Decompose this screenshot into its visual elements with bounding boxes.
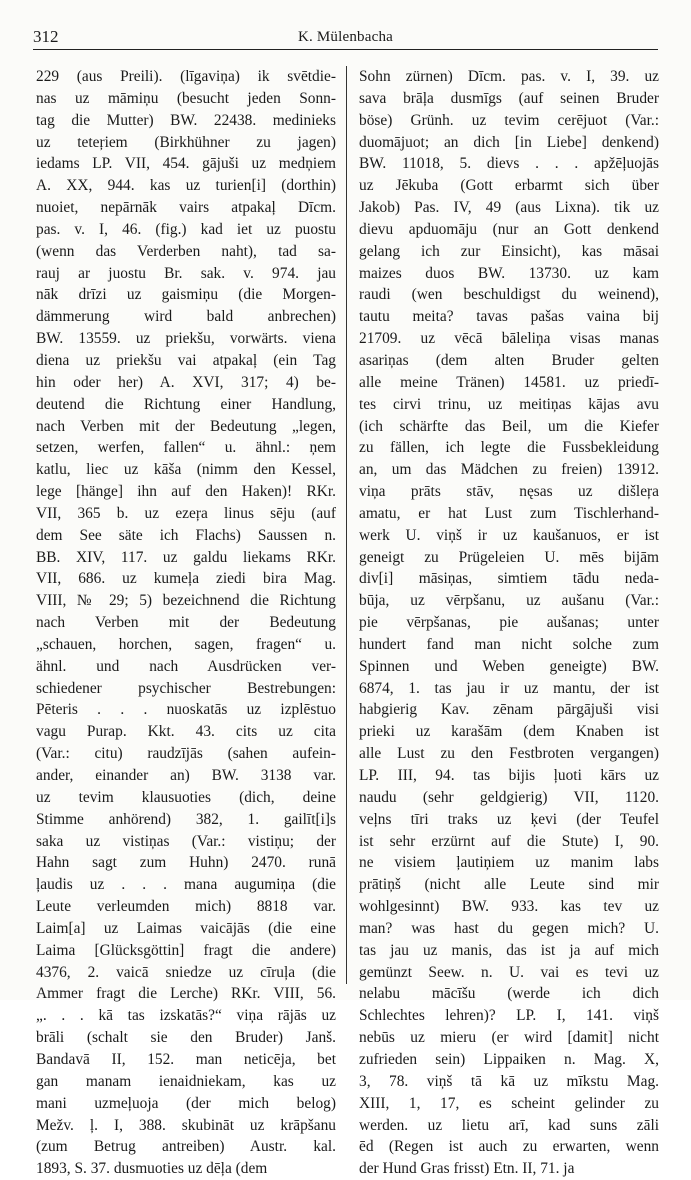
left-column-line: (wenn das Verderben naht), tad sa- <box>36 242 336 260</box>
left-column-line: schiedener psychischer Bestrebungen: <box>36 679 336 697</box>
left-column-line: dem See säte ich Flachs) Saussen n. <box>36 526 336 544</box>
right-column-line: Schlechtes lehren)? LP. I, 141. viņš <box>359 1007 659 1025</box>
right-column-line: XIII, 1, 17, es scheint gelinder zu <box>359 1094 659 1112</box>
right-column-line: ne visiem ļautiņiem uz manim labs <box>359 854 659 872</box>
left-column-line: saka uz vistiņas (Var.: vistiņu; der <box>36 832 336 850</box>
left-column-line: katlu, liec uz kāša (nimm den Kessel, <box>36 461 336 479</box>
right-column-line: an, um das Mädchen zu freien) 13912. <box>359 461 659 479</box>
left-column-line: „. . . kā tas izskatās?“ viņa rājās uz <box>36 1007 336 1025</box>
right-column-line: maizes duos BW. 13730. uz kam <box>359 264 659 282</box>
page-header <box>33 27 658 50</box>
right-column-line: 21709. uz vēcā bāleliņa visas manas <box>359 330 659 348</box>
left-column-line: BW. 13559. uz priekšu, vorwärts. viena <box>36 330 336 348</box>
left-column-line: iedams LP. VII, 454. gājuši uz medņiem <box>36 155 336 173</box>
right-column-line: alle Lust zu den Festbroten vergangen) <box>359 745 659 763</box>
left-column-line: VII, 365 b. uz ezeŗa linus sēju (auf <box>36 504 336 522</box>
right-column-line: Spinnen und Weben geneigte) BW. <box>359 657 659 675</box>
right-column-line: Jakob) Pas. IV, 49 (aus Lixna). tik uz <box>359 199 659 217</box>
left-column-line: nuoiet, nepārnāk vairs atpakaļ Dīcm. <box>36 199 336 217</box>
right-column-line: geneigt zu Prügeleien U. mēs bijām <box>359 548 659 566</box>
left-column-line: hin oder her) A. XVI, 317; 4) be- <box>36 373 336 391</box>
left-column-line: nas uz māmiņu (besucht jeden Sonn- <box>36 89 336 107</box>
left-column-line: dämmerung wird bald anbrechen) <box>36 308 336 326</box>
right-column-line: habgierig Kav. zēnam pārgājuši visi <box>359 701 659 719</box>
right-column-line: (ich schärfte das Beil, um die Kiefer <box>359 417 659 435</box>
left-column <box>36 66 336 1180</box>
left-column-line: BB. XIV, 117. uz galdu liekams RKr. <box>36 548 336 566</box>
right-column-line: sava brāļa dusmīgs (auf seinen Bruder <box>359 89 659 107</box>
left-column-line: (zum Betrug antreiben) Austr. kal. <box>36 1138 336 1156</box>
left-column-line: rauj ar juostu Br. sak. v. 974. jau <box>36 264 336 282</box>
running-head: K. Mülenbacha <box>297 29 394 45</box>
right-column-line: Sohn zürnen) Dīcm. pas. v. I, 39. uz <box>359 68 659 85</box>
right-column-line: naudu (sehr geldgierig) VII, 1120. <box>359 788 659 806</box>
right-column-line: gelang ich zur Einsicht), kas māsai <box>359 242 659 260</box>
right-column <box>359 66 659 1180</box>
left-column-line: A. XX, 944. kas uz turien[i] (dorthin) <box>36 177 336 195</box>
left-column-line: ähnl. und nach Ausdrücken ver- <box>36 657 336 675</box>
right-column-line: duomājuot; an dich [in Liebe] denkend) <box>359 133 659 151</box>
left-column-line: VII, 686. uz kumeļa ziedi bira Mag. <box>36 570 336 588</box>
right-column-line: prātiņš (nicht alle Leute sind mir <box>359 876 659 894</box>
left-column-line: nach Verben mit der Bedeutung „legen, <box>36 417 336 435</box>
left-column-line: 1893, S. 37. dusmuoties uz dēļa (dem <box>36 1160 268 1178</box>
left-column-line: diena uz priekšu vai atpakaļ (ein Tag <box>36 351 336 369</box>
right-column-line: uz Jēkuba (Gott erbarmt sich über <box>359 177 659 195</box>
right-column-line: LP. III, 94. tas bijis ļuoti kārs uz <box>359 767 659 784</box>
right-column-line: tes cirvi trinu, uz meitiņas kājas avu <box>359 395 659 413</box>
right-column-line: tas jau uz manis, das ist ja auf mich <box>359 941 659 959</box>
left-column-line: uz tevim klausuoties (dich, deine <box>36 788 336 806</box>
left-column-line: 4376, 2. vaicā sniedze uz cīruļa (die <box>36 963 336 981</box>
left-column-line: setzen, werfen, fallen“ u. ähnl.: ņem <box>36 439 336 457</box>
text-columns <box>36 66 659 1178</box>
left-column-line: Laim[a] uz Laimas vaicājās (die eine <box>36 919 336 937</box>
left-column-line: nach Verben mit der Bedeutung <box>36 614 336 632</box>
left-column-line: ander, einander an) BW. 3138 var. <box>36 767 336 784</box>
right-column-line: amatu, er hat Lust zum Tischlerhand- <box>359 504 659 522</box>
right-column-line: wohlgesinnt) BW. 933. kas tev uz <box>359 898 659 916</box>
right-column-line: ēd (Regen ist auch zu erwarten, wenn <box>359 1138 659 1156</box>
left-column-line: brāli (schalt sie den Bruder) Janš. <box>36 1029 336 1047</box>
right-column-line: man? was hast du gegen mich? U. <box>359 919 659 937</box>
right-column-line: div[i] māsiņas, simtiem tādu neda- <box>359 570 659 588</box>
right-column-line: pie vērpšanas, pie aušanas; unter <box>359 614 659 632</box>
right-column-line: der Hund Gras frisst) Etn. II, 71. ja <box>359 1160 575 1178</box>
left-column-line: tag die Mutter) BW. 22438. medinieks <box>36 111 336 129</box>
right-column-line: zufrieden sein) Lippaiken n. Mag. X, <box>359 1050 659 1068</box>
page-number: 312 <box>33 27 59 46</box>
right-column-line: 6874, 1. tas jau ir uz mantu, der ist <box>359 679 659 697</box>
left-column-line: uz teteŗiem (Birkhühner zu jagen) <box>36 133 336 151</box>
left-column-line: Hahn sagt zum Huhn) 2470. runā <box>36 854 336 872</box>
right-column-line: werk U. viņš ir uz kaušanuos, er ist <box>359 526 659 544</box>
right-column-line: böse) Grünh. uz tevim cerējuot (Var.: <box>359 111 659 129</box>
right-column-line: BW. 11018, 5. dievs . . . apžēļuojās <box>359 155 659 173</box>
right-column-line: zu fällen, ich legte die Fussbekleidung <box>359 439 659 457</box>
left-column-line: lege [hänge] ihn auf den Haken)! RKr. <box>36 483 336 501</box>
left-column-line: Stimme anhörend) 382, 1. gailīt[i]s <box>36 810 336 828</box>
left-column-line: vagu Purap. Kkt. 43. cits uz cita <box>36 723 336 741</box>
right-column-line: gemünzt Seew. n. U. vai es tevi uz <box>359 963 659 981</box>
left-column-line: (Var.: citu) raudzījās (sahen aufein- <box>36 745 336 763</box>
left-column-line: deutend die Richtung einer Handlung, <box>36 395 336 413</box>
left-column-line: mani uzmeļuoja (der mich belog) <box>36 1094 336 1112</box>
left-column-line: Leute verleumden mich) 8818 var. <box>36 898 336 916</box>
right-column-line: alle meine Tränen) 14581. uz priedī- <box>359 373 659 391</box>
left-column-line: nāk drīzi uz gaismiņu (die Morgen- <box>36 286 336 304</box>
right-column-line: viņa prāts stāv, nęsas uz dišleŗa <box>359 483 659 501</box>
right-column-line: nelabu mācīšu (werde ich dich <box>359 985 659 1003</box>
right-column-line: veļns tīri traks uz ķevi (der Teufel <box>359 810 659 828</box>
left-column-line: Laima [Glücksgöttin] fragt die andere) <box>36 941 336 959</box>
right-column-line: tautu meita? tavas pašas vaina bij <box>359 308 659 326</box>
left-column-line: Pēteris . . . nuoskatās uz izplēstuo <box>36 701 336 719</box>
right-column-line: nebūs uz mieru (er wird [damit] nicht <box>359 1029 659 1047</box>
right-column-line: 3, 78. viņš tā kā uz mīkstu Mag. <box>359 1072 659 1090</box>
left-column-line: 229 (aus Preili). (līgaviņa) ik svētdie- <box>36 68 336 85</box>
column-divider <box>346 66 347 984</box>
left-column-line: gan manam ienaidniekam, kas uz <box>36 1072 336 1090</box>
right-column-line: būja, uz vērpšanu, uz aušanu (Var.: <box>359 592 659 610</box>
left-column-line: Bandavā II, 152. man neticēja, bet <box>36 1050 336 1068</box>
right-column-line: ist sehr erzürnt auf die Stute) I, 90. <box>359 832 659 850</box>
right-column-line: prieki uz karašām (dem Knaben ist <box>359 723 659 741</box>
left-column-line: VIII, № 29; 5) bezeichnend die Richtung <box>36 592 336 610</box>
left-column-line: pas. v. I, 46. (fig.) kad iet uz puostu <box>36 220 336 238</box>
right-column-line: asariņas (dem alten Bruder gelten <box>359 351 659 369</box>
left-column-line: „schauen, horchen, sagen, fragen“ u. <box>36 635 336 653</box>
right-column-line: hundert fand man nicht solche zum <box>359 635 659 653</box>
left-column-line: ļaudis uz . . . mana augumiņa (die <box>36 876 336 894</box>
right-column-line: dievu apduomāju (nur an Gott denkend <box>359 220 659 238</box>
right-column-line: werden. uz lietu arī, kad suns zāli <box>359 1116 659 1134</box>
right-column-line: raudi (wen beschuldigst du weinend), <box>359 286 659 304</box>
left-column-line: Mežv. ļ. I, 388. skubināt uz krāpšanu <box>36 1116 336 1134</box>
left-column-line: Ammer fragt die Lerche) RKr. VIII, 56. <box>36 985 336 1003</box>
